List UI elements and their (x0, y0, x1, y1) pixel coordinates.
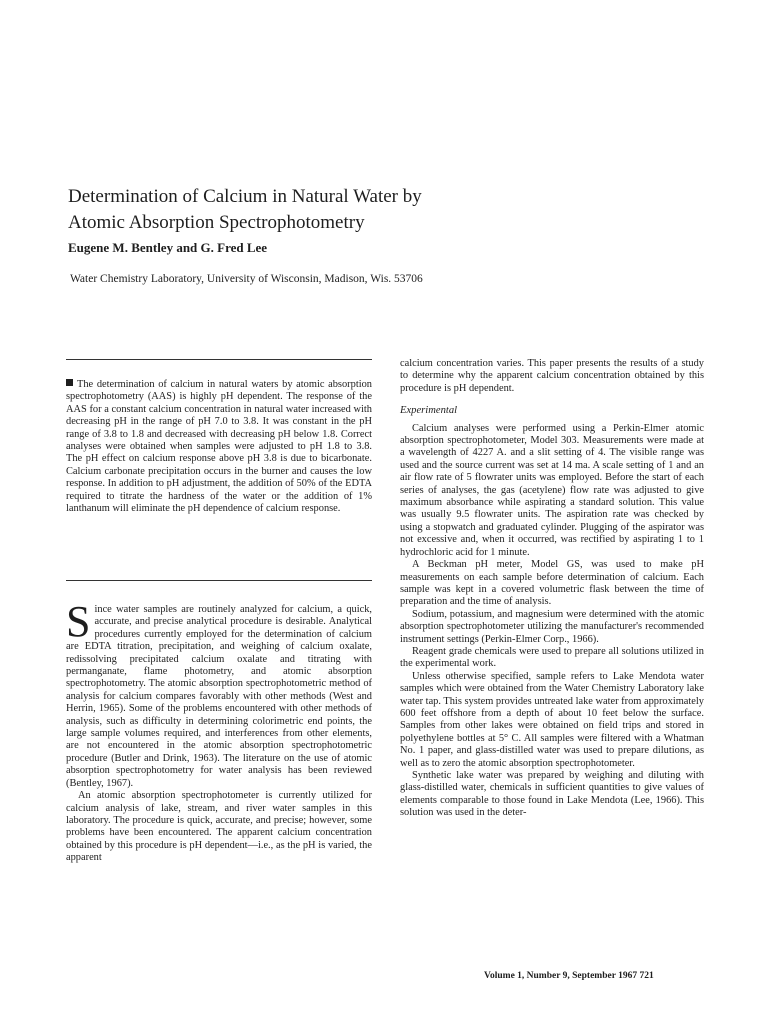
abstract-paragraph (66, 379, 372, 515)
introduction (66, 597, 372, 865)
authors: Eugene M. Bentley and G. Fred Lee (68, 240, 268, 255)
continued-paragraph: calcium concentration varies. This paper presents the results of a study to determine why the apparent calcium concentration obtained by this procedure is pH dependent. (400, 358, 704, 394)
title-line-2: Atomic Absorption Spectrophotometry (68, 212, 365, 233)
page-footer: Volume 1, Number 9, September 1967 721 (484, 971, 654, 981)
intro-text-1: ince water samples are routinely analyzed for calcium, a quick, accurate, and precise analytical procedure is desirable. Analytical procedures currently employed for the determination of calcium are EDTA titration, precipitation, and weighing of calcium oxalate, redissolving precipitated calcium oxalate and titrating with permanganate, flame photometry, and atomic absorption spectrophotometry. The atomic absorption spectrophotometric method of analysis for calcium compares favorably with other methods (West and Herrin, 1965). Some of the problems encountered with other methods of analysis, such as difficulty in determining colorimetric end points, the large sample volumes required, and interferences from other elements, are not encountered in the atomic absorption spectrophotometric procedure (Butler and Drink, 1963). The literature on the use of atomic absorption spectrophotometry for water analysis has been reviewed (Bentley, 1967). (66, 604, 372, 789)
section-heading-experimental: Experimental (400, 405, 458, 417)
abstract-bottom-rule (66, 580, 372, 581)
experimental-paragraph-6: Synthetic lake water was prepared by weighing and diluting with glass-distilled water, chemicals in sufficient quantities to give values of elements comparable to those found in Lake Mendota (Lee, 1966). This solution was used in the deter- (400, 770, 704, 819)
experimental-paragraph-3: Sodium, potassium, and magnesium were determined with the atomic absorption spectrophotometer utilizing the manufacturer's recommended instrument settings (Perkin-Elmer Corp., 1966). (400, 608, 704, 645)
drop-cap: S (66, 597, 91, 646)
experimental-paragraph-4: Reagent grade chemicals were used to prepare all solutions utilized in the experimental work. (400, 645, 704, 670)
paper-title (68, 184, 708, 236)
intro-paragraph-2: An atomic absorption spectrophotometer is currently utilized for calcium analysis of lake, stream, and river water samples in this laboratory. The procedure is quick, accurate, and precise; however, some problems have been encountered. The apparent calcium concentration obtained by this procedure is pH dependent—i.e., as the pH is varied, the apparent (66, 790, 372, 864)
affiliation: Water Chemistry Laboratory, University of Wisconsin, Madison, Wis. 53706 (70, 273, 423, 285)
title-line-1: Determination of Calcium in Natural Water by (68, 186, 422, 207)
experimental-paragraph-5: Unless otherwise specified, sample refers to Lake Mendota water samples which were obtained from the Water Chemistry Laboratory lake water tap. This system provides untreated lake water from approximately 600 feet offshore from a depth of about 10 feet below the surface. Samples from other lakes were obtained on field trips and stored in polyethylene bottles at 5° C. All samples were filtered with a Whatman No. 1 paper, and glass-distilled water was used to prepare dilutions, as well as to zero the atomic absorption spectrophotometer. (400, 670, 704, 769)
square-bullet-icon (66, 379, 73, 386)
experimental-paragraph-2: A Beckman pH meter, Model GS, was used to make pH measurements on each sample before determination of calcium. Each sample was kept in a covered volumetric flask between the time of preparation and the time of analysis. (400, 559, 704, 608)
abstract-top-rule (66, 359, 372, 360)
experimental-paragraph-1: Calcium analyses were performed using a Perkin-Elmer atomic absorption spectrophotometer, Model 303. Measurements were made at a wavelength of 4227 A. and a slit setting of 4. The visible range was used and the source current was set at 14 ma. A scale setting of 1 and an air flow rate of 5 flowrater units was employed. Before the start of each series of analyses, the gas (acetylene) flow rate was adjusted to give maximum absorbance while aspirating a standard solution. This value was usually 9.5 flowrater units. The aspiration rate was checked by using a stopwatch and graduated cylinder. Plugging of the aspirator was not excessive and, when it occurred, was rectified by aspirating 1 to 1 hydrochloric acid for 1 minute. (400, 422, 704, 558)
intro-paragraph-1 (66, 597, 372, 790)
abstract (66, 379, 372, 515)
abstract-text: The determination of calcium in natural waters by atomic absorption spectrophotometry (AAS) is highly pH dependent. The response of the AAS for a constant calcium concentration in natural water increased with decreasing pH in the range of pH 7.0 to 3.8. It was constant in the pH range of 3.8 to 1.8 and decreased with decreasing pH below 1.8. Correct analyses were obtained when samples were adjusted to pH 1.8 to 3.8. The pH effect on calcium response above pH 3.8 is due to bicarbonate. Calcium carbonate precipitation occurs in the burner and causes the low response. In addition to pH adjustment, the addition of 50% of the EDTA required to titrate the hardness of the water or the addition of 1% lanthanum will eliminate the pH dependence of calcium response. (66, 379, 372, 515)
right-column (400, 358, 704, 820)
